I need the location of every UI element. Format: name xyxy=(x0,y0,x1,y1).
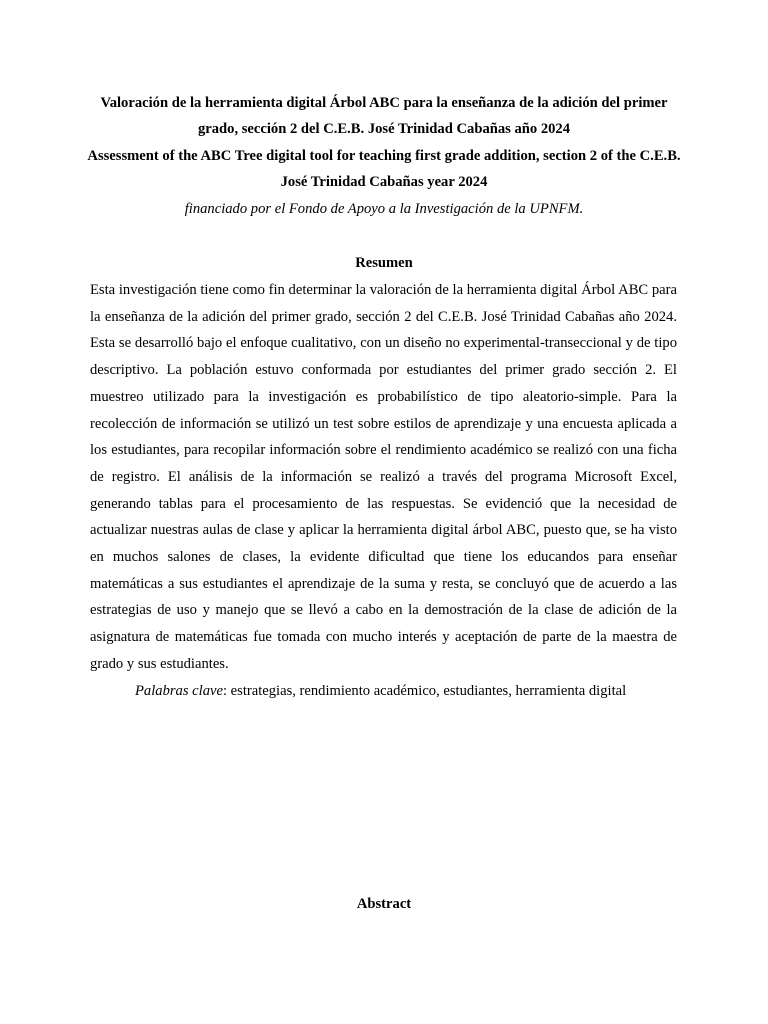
keywords-line xyxy=(90,678,677,704)
funding-note: financiado por el Fondo de Apoyo a la Investigación de la UPNFM. xyxy=(184,200,584,217)
resumen-body: Esta investigación tiene como fin determinar la valoración de la herramienta digital Árbol ABC para la enseñanza de la adición del primer grado, sección 2 del C.E.B. José Trinidad Cabañas año 2024. Esta se desarrolló bajo el enfoque cualitativo, con un diseño no experimental-transeccional y de tipo descriptivo. La población estuvo conformada por estudiantes del primer grado sección 2. El muestreo utilizado para la investigación es probabilístico de tipo aleatorio-simple. Para la recolección de información se utilizó un test sobre estilos de aprendizaje y una encuesta aplicada a los estudiantes, para recopilar información sobre el rendimiento académico se realizó con una ficha de registro. El análisis de la información se realizó a través del programa Microsoft Excel, generando tablas para el procesamiento de las respuestas. Se evidenció que la necesidad de actualizar nuestras aulas de clase y aplicar la herramienta digital árbol ABC, puesto que, se ha visto en muchos salones de clases, la evidente dificultad que tiene los educandos para enseñar matemáticas a sus estudiantes el aprendizaje de la suma y resta, se concluyó que de acuerdo a las estrategias de uso y manejo que se llevó a cabo en la demostración de la clase de adición de la asignatura de matemáticas fue tomada con mucho interés y aceptación de parte de la maestra de grado y sus estudiantes. xyxy=(90,282,677,672)
keywords-text: : estrategias, rendimiento académico, estudiantes, herramienta digital xyxy=(222,683,627,699)
resumen-heading: Resumen xyxy=(355,255,413,271)
title-english: Assessment of the ABC Tree digital tool for teaching first grade addition, section 2 of the C.E.B. José Trinidad Cabañas year 2024 xyxy=(87,147,681,191)
title-spanish: Valoración de la herramienta digital Árbol ABC para la enseñanza de la adición del primer grado, sección 2 del C.E.B. José Trinidad Cabañas año 2024 xyxy=(100,95,668,138)
title-block xyxy=(84,90,684,222)
abstract-heading: Abstract xyxy=(356,896,412,912)
keywords-label: Palabras clave xyxy=(135,683,223,699)
